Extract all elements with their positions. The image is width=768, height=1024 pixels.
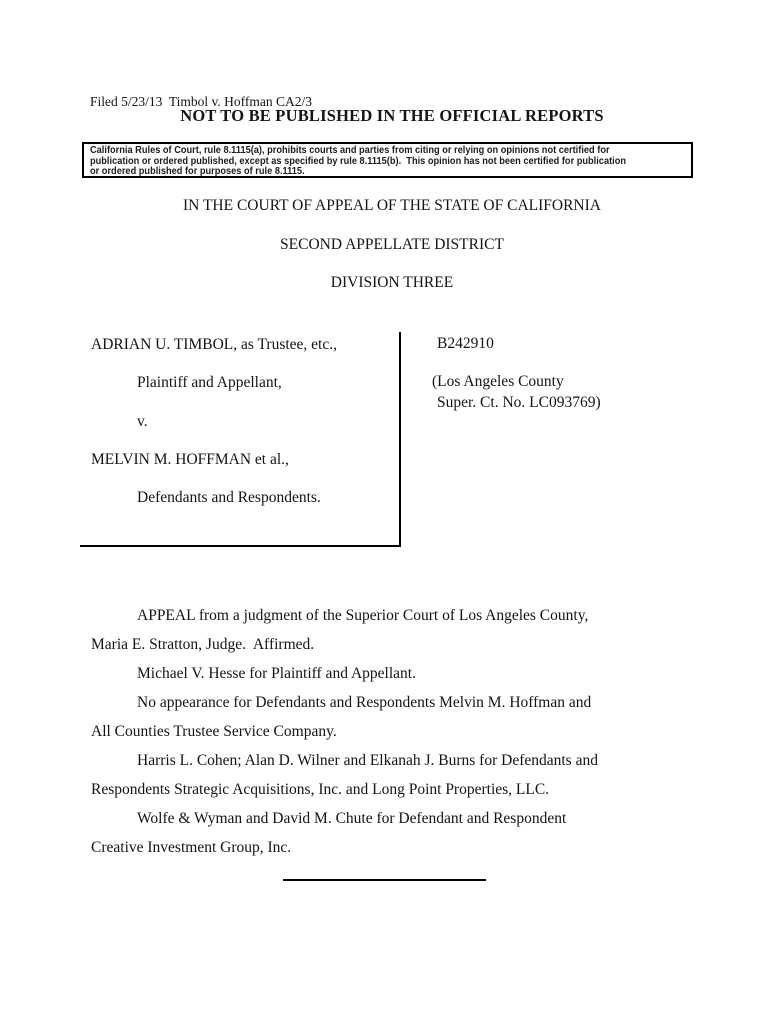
body-line: Harris L. Cohen; Alan D. Wilner and Elkanah J. Burns for Defendants and [137, 752, 598, 769]
caption-bottom-divider [80, 545, 401, 547]
caption-plaintiff-name: ADRIAN U. TIMBOL, as Trustee, etc., [91, 336, 337, 353]
body-line: No appearance for Defendants and Respondents Melvin M. Hoffman and [137, 694, 592, 711]
division-heading: DIVISION THREE [330, 274, 454, 291]
body-line: APPEAL from a judgment of the Superior Court of Los Angeles County, [137, 607, 589, 624]
body-line: Wolfe & Wyman and David M. Chute for Defendant and Respondent [137, 810, 567, 827]
appellate-district-heading: SECOND APPELLATE DISTRICT [280, 236, 504, 253]
caption-defendant-name: MELVIN M. HOFFMAN et al., [91, 451, 289, 468]
citation-rule-notice-box [82, 142, 693, 178]
publication-status-title: NOT TO BE PUBLISHED IN THE OFFICIAL REPORTS [180, 106, 604, 125]
caption-defendant-role: Defendants and Respondents. [137, 489, 321, 506]
caption-vertical-divider [399, 332, 401, 546]
superior-court-case-number: Super. Ct. No. LC093769) [437, 394, 601, 411]
body-line: All Counties Trustee Service Company. [91, 723, 337, 740]
body-line: Respondents Strategic Acquisitions, Inc. and Long Point Properties, LLC. [91, 781, 550, 798]
body-line: Maria E. Stratton, Judge. Affirmed. [91, 636, 315, 653]
caption-plaintiff-role: Plaintiff and Appellant, [137, 374, 282, 391]
filed-date-line: Filed 5/23/13 Timbol v. Hoffman CA2/3 [90, 94, 313, 109]
body-line: Michael V. Hesse for Plaintiff and Appellant. [137, 665, 416, 682]
notice-line-2: publication or ordered published, except as specified by rule 8.1115(b). This opinion has not been certified for publication [90, 154, 627, 167]
section-separator-rule [283, 879, 486, 881]
caption-versus: v. [137, 413, 148, 430]
notice-line-3: or ordered published for purposes of rule 8.1115. [90, 165, 305, 177]
superior-court-county: (Los Angeles County [432, 373, 564, 390]
appellate-case-number: B242910 [437, 335, 494, 352]
body-line: Creative Investment Group, Inc. [91, 839, 292, 856]
court-name-heading: IN THE COURT OF APPEAL OF THE STATE OF CALIFORNIA [183, 197, 601, 214]
notice-line-1: California Rules of Court, rule 8.1115(a), prohibits courts and parties from citing or relying on opinions not certified for [90, 144, 610, 156]
